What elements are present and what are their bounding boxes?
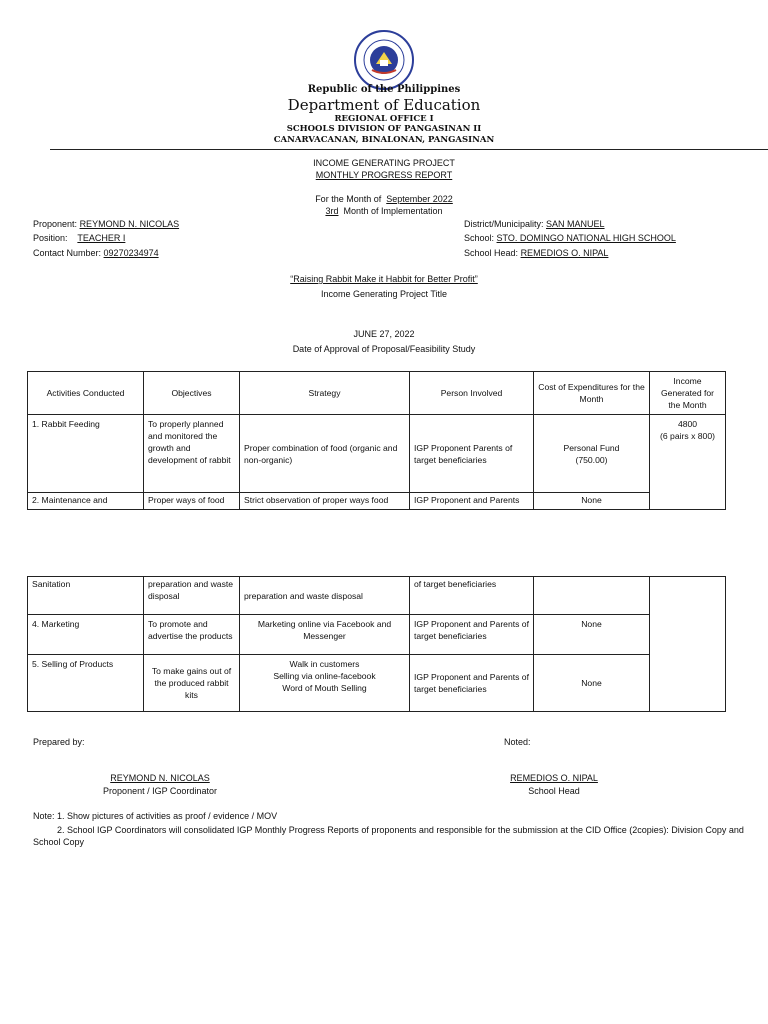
row5-activity: 5. Selling of Products	[28, 655, 144, 712]
district-label: District/Municipality:	[464, 219, 544, 229]
contact-value: 09270234974	[103, 248, 159, 258]
table-header-row	[28, 372, 726, 415]
deped-seal	[354, 30, 414, 90]
header-strategy: Strategy	[240, 372, 410, 415]
header-objectives: Objectives	[144, 372, 240, 415]
row5-objective: To make gains out of the produced rabbit kits	[144, 655, 240, 712]
income-continued	[650, 577, 726, 712]
header-person: Person Involved	[410, 372, 534, 415]
district-line	[464, 219, 605, 229]
row2-cost: None	[534, 493, 650, 510]
school-head-line	[464, 248, 608, 258]
division-line: SCHOOLS DIVISION OF PANGASINAN II	[286, 124, 482, 134]
row2-activity: 2. Maintenance and	[28, 493, 144, 510]
table-row	[28, 415, 726, 493]
month-label: For the Month of	[315, 194, 382, 204]
table-row	[28, 655, 726, 712]
row5-strategy-line1: Walk in customers	[289, 659, 360, 669]
row4-person: IGP Proponent and Parents of target beneficiaries	[410, 615, 534, 655]
department-name: Department of Education	[287, 96, 481, 114]
row2-continued-person: of target beneficiaries	[410, 577, 534, 615]
position-line	[33, 233, 125, 243]
preparer-name: REYMOND N. NICOLAS	[110, 773, 210, 783]
contact-label: Contact Number:	[33, 248, 102, 258]
noted-label: Noted:	[504, 737, 531, 747]
note-2: 2. School IGP Coordinators will consolidated IGP Monthly Progress Reports of proponents and responsible for the submission at the CID Office (2copies): Division Copy and School Copy	[33, 825, 744, 847]
row1-objective: To properly planned and monitored the growth and development of rabbit	[144, 415, 240, 493]
row1-income-line2: (6 pairs x 800)	[660, 431, 715, 441]
row1-cost-line2: (750.00)	[575, 454, 608, 465]
table-row	[28, 615, 726, 655]
month-line	[0, 194, 768, 204]
row2-continued-strategy: preparation and waste disposal	[240, 577, 410, 615]
row4-cost: None	[534, 615, 650, 655]
row5-strategy	[240, 655, 410, 712]
row5-cost: None	[534, 655, 650, 712]
position-value: TEACHER I	[77, 233, 126, 243]
proponent-line	[33, 219, 179, 229]
implementation-value: 3rd	[325, 206, 339, 216]
row2-strategy: Strict observation of proper ways food	[240, 493, 410, 510]
noter-role: School Head	[528, 786, 580, 796]
project-type: INCOME GENERATING PROJECT	[313, 158, 455, 168]
approval-caption: Date of Approval of Proposal/Feasibility Study	[292, 344, 476, 354]
activities-table	[27, 371, 726, 510]
implementation-line	[0, 206, 768, 216]
row4-strategy: Marketing online via Facebook and Messenger	[240, 615, 410, 655]
row4-objective: To promote and advertise the products	[144, 615, 240, 655]
implementation-label: Month of Implementation	[343, 206, 443, 216]
address-line: CANARVACANAN, BINALONAN, PANGASINAN	[273, 135, 495, 145]
preparer-role: Proponent / IGP Coordinator	[103, 786, 217, 796]
header-divider	[50, 149, 768, 150]
school-label: School:	[464, 233, 495, 243]
table-row	[28, 577, 726, 615]
row5-strategy-line3: Word of Mouth Selling	[282, 683, 367, 693]
row1-activity: 1. Rabbit Feeding	[28, 415, 144, 493]
region-line: REGIONAL OFFICE I	[334, 114, 434, 124]
district-value: SAN MANUEL	[546, 219, 605, 229]
prepared-by-label: Prepared by:	[33, 737, 85, 747]
row1-strategy: Proper combination of food (organic and non-organic)	[240, 415, 410, 493]
row2-continued-activity: Sanitation	[28, 577, 144, 615]
noter-name: REMEDIOS O. NIPAL	[510, 773, 598, 783]
row1-person: IGP Proponent Parents of target beneficiaries	[410, 415, 534, 493]
row1-income-line1: 4800	[677, 419, 698, 429]
school-line	[464, 233, 676, 243]
row1-cost-line1: Personal Fund	[563, 442, 620, 453]
row5-strategy-line2: Selling via online-facebook	[273, 671, 376, 681]
project-title: “Raising Rabbit Make it Habbit for Better Profit”	[290, 274, 478, 284]
approval-date: JUNE 27, 2022	[353, 329, 415, 339]
header-activities: Activities Conducted	[28, 372, 144, 415]
month-value: September 2022	[386, 194, 453, 204]
project-title-caption: Income Generating Project Title	[320, 289, 448, 299]
activities-table-continued	[27, 576, 726, 712]
report-title: MONTHLY PROGRESS REPORT	[315, 170, 453, 180]
row2-person: IGP Proponent and Parents	[410, 493, 534, 510]
school-head-label: School Head:	[464, 248, 519, 258]
table-row	[28, 493, 726, 510]
proponent-label: Proponent:	[33, 219, 78, 229]
row2-objective: Proper ways of food	[144, 493, 240, 510]
row5-person: IGP Proponent and Parents of target beneficiaries	[410, 655, 534, 712]
row4-activity: 4. Marketing	[28, 615, 144, 655]
school-head-value: REMEDIOS O. NIPAL	[520, 248, 609, 258]
contact-line	[33, 248, 159, 258]
row2-continued-cost	[534, 577, 650, 615]
row1-cost	[534, 415, 650, 493]
row2-continued-objective: preparation and waste disposal	[144, 577, 240, 615]
header-cost: Cost of Expenditures for the Month	[534, 372, 650, 415]
proponent-value: REYMOND N. NICOLAS	[79, 219, 180, 229]
note-1: Note: 1. Show pictures of activities as proof / evidence / MOV	[33, 811, 278, 821]
row1-income	[650, 415, 726, 510]
header-income: Income Generated for the Month	[650, 372, 726, 415]
republic-line: Republic of the Philippines	[307, 84, 461, 95]
school-value: STO. DOMINGO NATIONAL HIGH SCHOOL	[496, 233, 676, 243]
position-label: Position:	[33, 233, 68, 243]
